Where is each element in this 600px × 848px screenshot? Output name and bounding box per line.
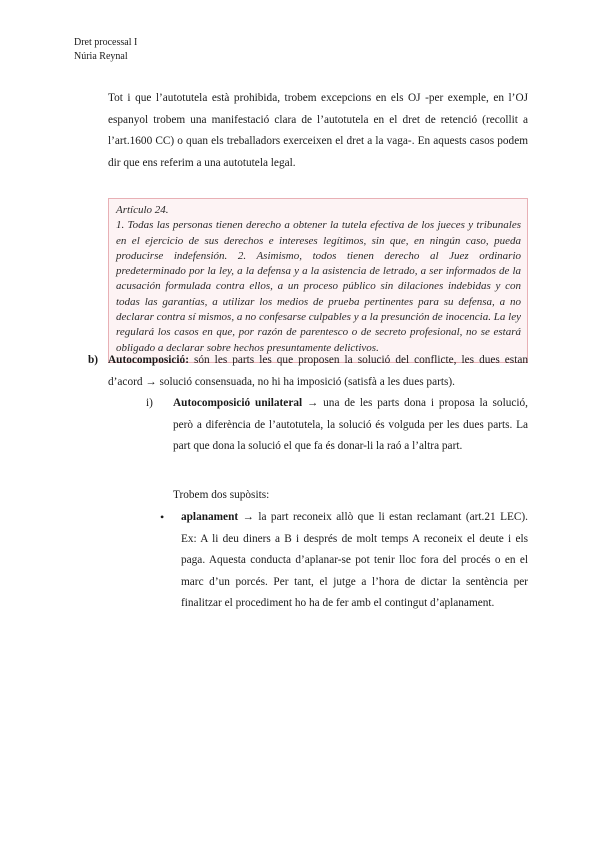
header-course: Dret processal I — [74, 37, 138, 48]
bullet-text: → la part reconeix allò que li estan reclamant (art.21 LEC). Ex: A li deu diners a B i després de molt temps A reconeix el deute i els paga. Aquesta conducta d’aplanar-se pot tenir lloc fora del procés o en el marc d’un porcés. Per tant, el jutge a l’hora de dictar la sentència per finalitzar el procediment ho ha de fer amb el contingut d’aplanament. — [181, 511, 528, 609]
section-b-text: són les parts les que proposen la solució del conflicte, les dues estan d’acord → solució consensuada, no hi ha imposició (satisfà a les dues parts). — [108, 354, 528, 388]
section-b-term: Autocomposició: — [108, 354, 189, 366]
quote-body: 1. Todas las personas tienen derecho a obtener la tutela efectiva de los jueces y tribunales en el ejercicio de sus derechos e intereses legítimos, sin que, en ningún caso, pueda producirse indefensión. 2. Asimismo, todos tienen derecho al Juez ordinario predeterminado por la ley, a la defensa y a la asistencia de letrado, a ser informados de la acusación formulada contra ellos, a un proceso público sin dilaciones indebidas y con todas las garantías, a utilizar los medios de prueba pertinentes para su defensa, a no declarar contra sí mismos, a no confesarse culpables y a la presunción de inocencia. La ley regulará los casos en que, por razón de parentesco o de secreto profesional, no se estará obligado a declarar sobre hechos presuntamente delictivos. — [116, 219, 521, 354]
section-b-paragraph — [108, 350, 528, 393]
intro-paragraph: Tot i que l’autotutela està prohibida, trobem excepcions en els OJ -per exemple, en l’OJ espanyol trobem una manifestació clara de l’autotutela en el dret de retenció (recollit a l’art.1600 CC) o quan els treballadors exerceixen el dret a la vaga-. En aquests casos podem dir que ens referim a una autotutela legal. — [108, 92, 528, 169]
subsection-i-text: → una de les parts dona i proposa la solució, però a diferència de l’autotutela, la solució és volguda per les dues parts. La part que dona la solució el que fa és donar-li la raó a l’altra part. — [173, 397, 528, 452]
bullet-item-paragraph — [181, 507, 528, 615]
section-b-marker: b) — [88, 354, 99, 366]
subsection-i-term: Autocomposició unilateral — [173, 397, 303, 409]
page-header — [74, 36, 137, 64]
bullet-icon: • — [160, 510, 165, 524]
subsection-i-marker: i) — [146, 397, 153, 409]
bullet-term: aplanament — [181, 511, 239, 523]
subsection-i-paragraph — [173, 393, 528, 458]
header-author: Núria Reynal — [74, 51, 128, 62]
quote-box — [108, 198, 528, 363]
quote-title: Artículo 24. — [116, 204, 169, 216]
subsection-i-followup: Trobem dos supòsits: — [173, 489, 270, 501]
